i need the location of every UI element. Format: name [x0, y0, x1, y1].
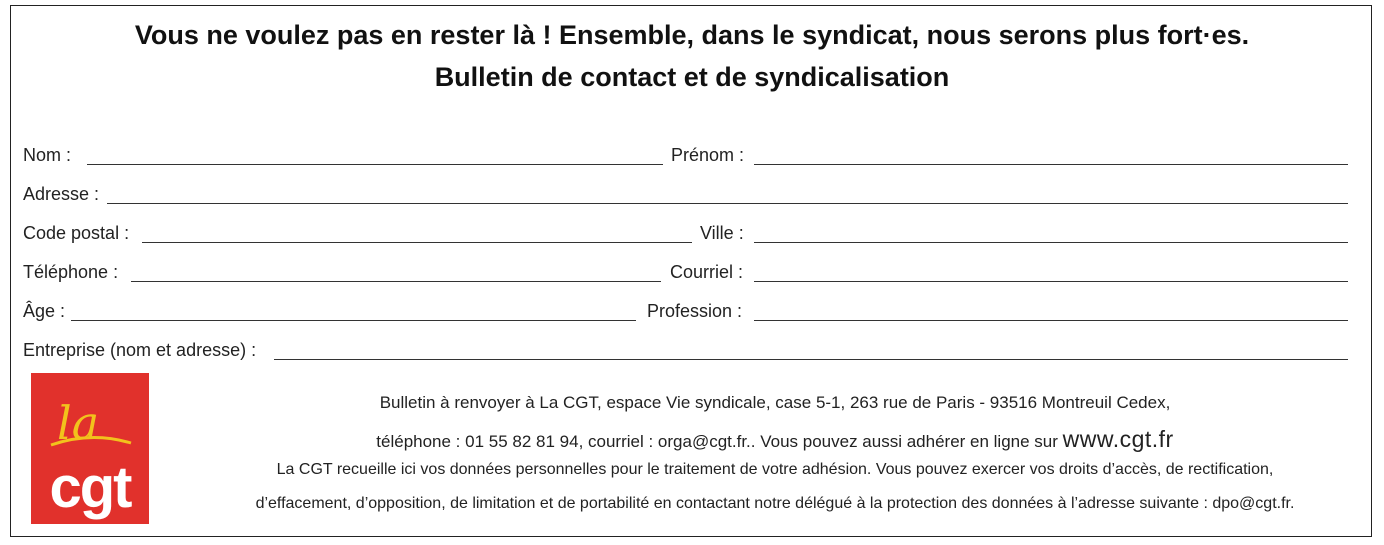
info-contact-text: téléphone : 01 55 82 81 94, courriel : orga@cgt.fr.. Vous pouvez aussi adhérer en ligne sur [376, 432, 1063, 451]
info-privacy-2: d’effacement, d’opposition, de limitation et de portabilité en contactant notre délégué à la protection des données à l’adresse suivante : dpo@cgt.fr. [255, 495, 1295, 512]
logo-brand: cgt [49, 455, 131, 520]
code-postal-label: Code postal : [23, 223, 130, 243]
entreprise-label: Entreprise (nom et adresse) : [23, 340, 257, 360]
row-nom-prenom [23, 145, 1353, 167]
row-adresse [23, 184, 1353, 206]
ville-field[interactable] [754, 242, 1348, 243]
ville-label: Ville : [700, 223, 744, 243]
code-postal-field[interactable] [142, 242, 692, 243]
info-privacy-1: La CGT recueille ici vos données personnelles pour le traitement de votre adhésion. Vous pouvez exercer vos droits d’accès, de rectification, [276, 461, 1274, 478]
info-address: Bulletin à renvoyer à La CGT, espace Vie syndicale, case 5-1, 263 rue de Paris - 93516 Montreuil Cedex, [379, 393, 1171, 412]
nom-field[interactable] [87, 164, 663, 165]
profession-label: Profession : [647, 301, 743, 321]
row-entreprise [23, 340, 1353, 362]
telephone-field[interactable] [131, 281, 661, 282]
row-telephone-courriel [23, 262, 1353, 284]
entreprise-field[interactable] [274, 359, 1348, 360]
adresse-field[interactable] [107, 203, 1348, 204]
form-title: Bulletin de contact et de syndicalisation [434, 62, 950, 92]
age-field[interactable] [71, 320, 636, 321]
row-age-profession [23, 301, 1353, 323]
prenom-field[interactable] [754, 164, 1348, 165]
cgt-logo [31, 373, 149, 524]
cgt-logo-graphic [31, 373, 149, 524]
row-code-postal-ville [23, 223, 1353, 245]
nom-label: Nom : [23, 145, 72, 165]
adresse-label: Adresse : [23, 184, 100, 204]
courriel-label: Courriel : [670, 262, 744, 282]
telephone-label: Téléphone : [23, 262, 119, 282]
headline: Vous ne voulez pas en rester là ! Ensemble, dans le syndicat, nous serons plus fort·es. [134, 20, 1250, 50]
info-contact [180, 426, 1370, 453]
profession-field[interactable] [754, 320, 1348, 321]
courriel-field[interactable] [754, 281, 1348, 282]
website-link[interactable]: www.cgt.fr [1062, 426, 1174, 452]
age-label: Âge : [23, 301, 66, 321]
prenom-label: Prénom : [671, 145, 745, 165]
logo-script: la [57, 396, 100, 450]
